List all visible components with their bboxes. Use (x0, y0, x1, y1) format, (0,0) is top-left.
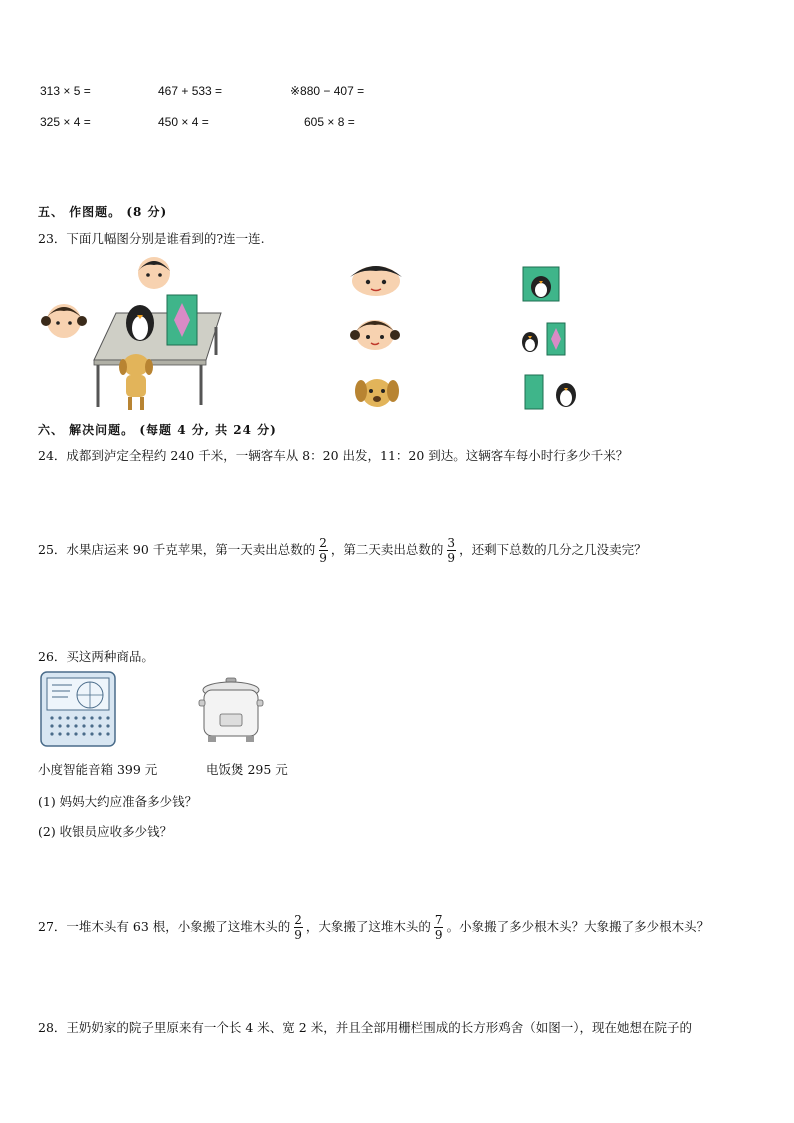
fraction-denominator: 9 (294, 928, 302, 942)
calc-1: 313 × 5 = (40, 84, 91, 98)
question-26-sub-2: (2) 收银员应收多少钱？ (38, 824, 173, 839)
rice-cooker-icon (198, 676, 264, 746)
calc-5: 450 × 4 = (158, 115, 209, 129)
fraction-numerator: 3 (447, 536, 456, 550)
view-box-penguin-icon (524, 374, 580, 410)
question-26: 26．买这两种商品。 (38, 649, 154, 664)
question-27 (38, 914, 709, 941)
fraction-3-9 (445, 537, 457, 564)
girl-face-icon (348, 313, 402, 353)
question-27-middle: ，大象搬了这堆木头的 (305, 919, 431, 934)
question-23: 23．下面几幅图分别是谁看到的?连一连. (38, 231, 265, 246)
fraction-7-9 (433, 914, 445, 941)
view-front-icon (522, 266, 560, 302)
question-25-suffix: ，还剩下总数的几分之几没卖完？ (459, 542, 647, 557)
question-25-prefix: 25．水果店运来 90 千克苹果，第一天卖出总数的 (38, 542, 316, 557)
question-27-suffix: 。小象搬了多少根木头？大象搬了多少根木头？ (446, 919, 710, 934)
calc-2: 467 + 533 = (158, 84, 223, 98)
rice-cooker-price-label: 电饭煲 295 元 (206, 762, 288, 777)
view-side-penguin-box-icon (519, 322, 567, 356)
calc-6: 605 × 8 = (304, 115, 355, 129)
boy-face-icon (345, 261, 407, 297)
fraction-denominator: 9 (319, 551, 327, 565)
calc-3: ※880 − 407 = (290, 84, 365, 98)
question-24: 24．成都到泸定全程约 240 千米，一辆客车从 8：20 出发，11：20 到达。这辆客车每小时行多少千米？ (38, 448, 629, 463)
section-6-heading: 六、 解决问题。 (每题 4 分, 共 24 分) (38, 423, 277, 437)
dog-face-icon (354, 373, 400, 411)
section-5-heading: 五、 作图题。 (8 分) (38, 205, 168, 219)
question-25 (38, 537, 647, 564)
scene-illustration (36, 255, 226, 415)
fraction-2-9 (292, 914, 304, 941)
calc-4: 325 × 4 = (40, 115, 91, 129)
fraction-numerator: 2 (319, 536, 327, 550)
question-25-middle: ，第二天卖出总数的 (330, 542, 444, 557)
fraction-numerator: 7 (434, 913, 443, 927)
fraction-denominator: 9 (434, 928, 443, 942)
fraction-denominator: 9 (447, 551, 456, 565)
fraction-2-9 (317, 537, 329, 564)
fraction-numerator: 2 (294, 913, 302, 927)
question-27-prefix: 27．一堆木头有 63 根，小象搬了这堆木头的 (38, 919, 291, 934)
question-26-sub-1: (1) 妈妈大约应准备多少钱？ (38, 794, 198, 809)
smart-speaker-icon (40, 671, 116, 747)
speaker-price-label: 小度智能音箱 399 元 (38, 762, 158, 777)
question-28: 28．王奶奶家的院子里原来有一个长 4 米、宽 2 米，并且全部用栅栏围成的长方形鸡舍（如图一），现在她想在院子的 (38, 1020, 692, 1035)
